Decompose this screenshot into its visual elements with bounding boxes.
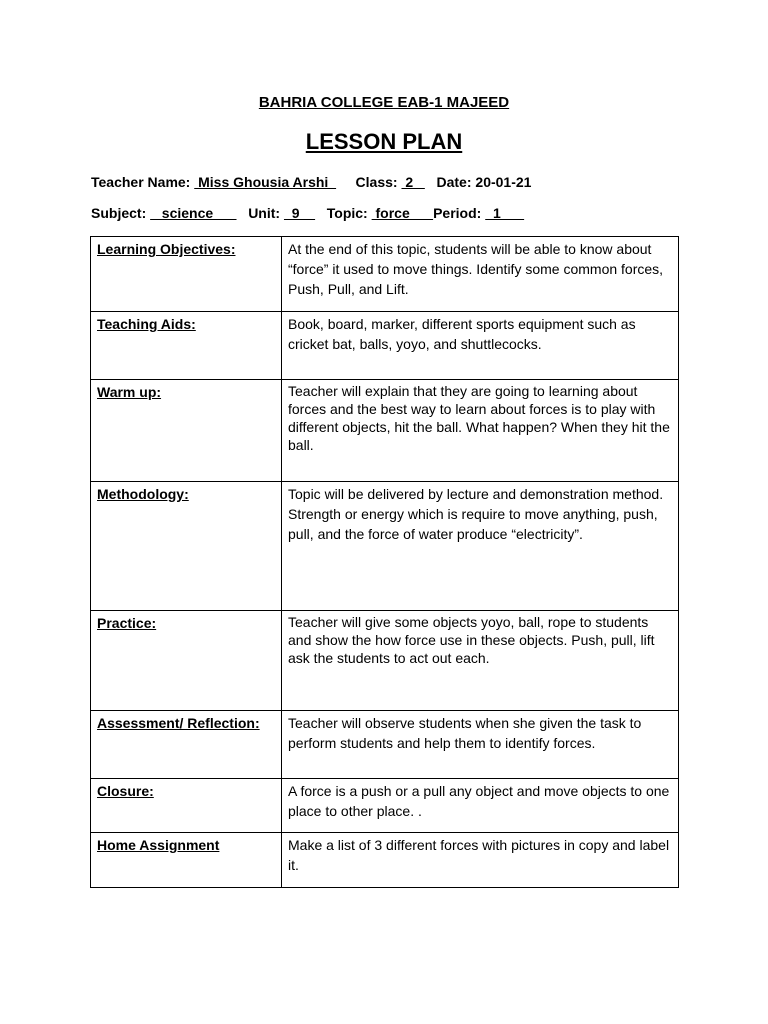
- row-content: Topic will be delivered by lecture and demonstration method. Strength or energy which is require to move anything, push, pull, and the force of water produce “electricity”.: [282, 482, 679, 611]
- teacher-name-label: Teacher Name:: [91, 174, 191, 190]
- period-label: Period:: [433, 205, 482, 221]
- lesson-plan-table: [90, 236, 679, 888]
- row-content: Teacher will observe students when she given the task to perform students and help them to identify forces.: [282, 711, 679, 779]
- row-label-cell: [91, 380, 282, 482]
- row-content: Teacher will give some objects yoyo, ball, rope to students and show the how force use in these objects. Push, pull, lift ask the students to act out each.: [282, 611, 679, 711]
- row-label: Methodology:: [97, 486, 189, 502]
- table-row: [91, 237, 679, 312]
- table-row: [91, 312, 679, 380]
- table-row: [91, 380, 679, 482]
- table-row: [91, 711, 679, 779]
- row-content: Make a list of 3 different forces with pictures in copy and label it.: [282, 833, 679, 888]
- table-row: [91, 611, 679, 711]
- row-label-cell: [91, 312, 282, 380]
- class-label: Class:: [355, 174, 398, 190]
- row-label: Learning Objectives:: [97, 241, 236, 257]
- row-label: Assessment/ Reflection:: [97, 715, 260, 731]
- row-label: Practice:: [97, 615, 157, 631]
- date-value: 20-01-21: [475, 174, 532, 190]
- table-row: [91, 779, 679, 833]
- table-row: [91, 482, 679, 611]
- row-label: Home Assignment: [97, 837, 220, 853]
- row-label-cell: [91, 482, 282, 611]
- row-label-cell: [91, 711, 282, 779]
- subject-label: Subject:: [91, 205, 147, 221]
- row-label-cell: [91, 833, 282, 888]
- table-row: [91, 833, 679, 888]
- document-title: LESSON PLAN: [305, 129, 463, 154]
- row-label-cell: [91, 237, 282, 312]
- subject-value: science: [150, 205, 237, 221]
- unit-label: Unit:: [248, 205, 281, 221]
- meta-line-teacher: [91, 174, 531, 190]
- meta-line-subject: [91, 205, 524, 221]
- period-value: 1: [485, 205, 525, 221]
- row-content: Book, board, marker, different sports equipment such as cricket bat, balls, yoyo, and shuttlecocks.: [282, 312, 679, 380]
- row-label: Warm up:: [97, 384, 162, 400]
- row-label-cell: [91, 611, 282, 711]
- row-content: A force is a push or a pull any object and move objects to one place to other place. .: [282, 779, 679, 833]
- row-content: Teacher will explain that they are going to learning about forces and the best way to learn about forces is to play with different objects, hit the ball. What happen? When they hit the ball.: [282, 380, 679, 482]
- row-label: Closure:: [97, 783, 154, 799]
- class-value: 2: [401, 174, 425, 190]
- unit-value: 9: [283, 205, 316, 221]
- row-content: At the end of this topic, students will be able to know about “force” it used to move things. Identify some common forces, Push, Pull, and Lift.: [282, 237, 679, 312]
- college-name: BAHRIA COLLEGE EAB-1 MAJEED: [258, 94, 510, 111]
- date-label: Date:: [436, 174, 472, 190]
- topic-value: force: [371, 205, 434, 221]
- row-label: Teaching Aids:: [97, 316, 196, 332]
- topic-label: Topic:: [326, 205, 368, 221]
- teacher-name-value: Miss Ghousia Arshi: [194, 174, 337, 190]
- row-label-cell: [91, 779, 282, 833]
